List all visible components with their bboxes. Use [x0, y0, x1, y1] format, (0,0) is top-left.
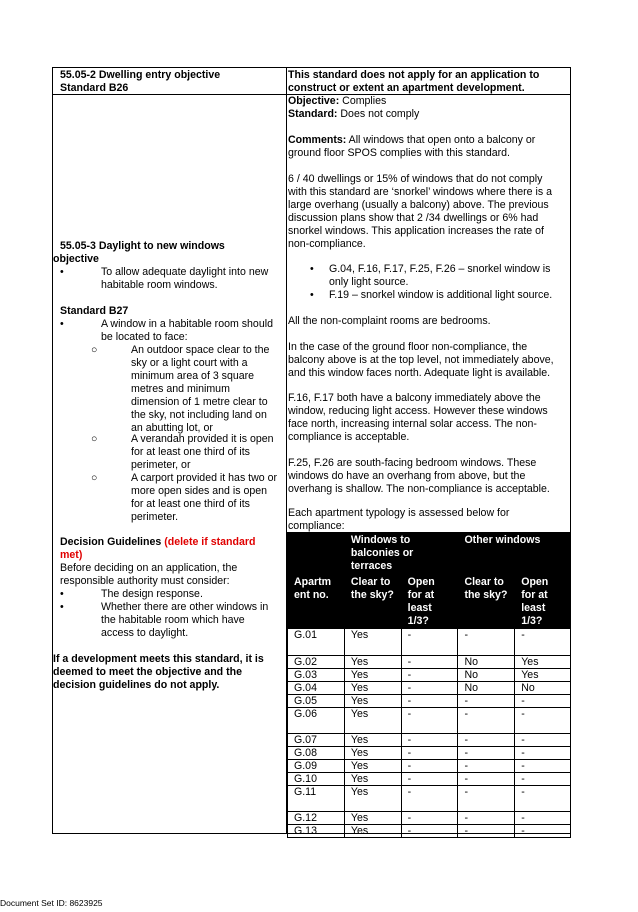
- col-header-clear-sky: Clear to the sky?: [458, 574, 515, 629]
- table-row: [288, 708, 571, 734]
- decision-heading: [60, 536, 255, 588]
- right-bullet-2: F.19 – snorkel window is additional light source.: [329, 289, 553, 301]
- document-set-id: Document Set ID: 8623925: [0, 898, 103, 908]
- bullet-icon: •: [60, 588, 64, 600]
- table-row: [288, 825, 571, 838]
- p2-line: non-compliance.: [288, 237, 366, 250]
- table-cell: -: [458, 773, 515, 786]
- table-cell: G.07: [288, 734, 345, 747]
- table-cell: -: [458, 708, 515, 734]
- table-cell: -: [515, 708, 571, 734]
- decision-red-note: (delete if standard: [164, 536, 256, 548]
- table-cell: G.03: [288, 669, 345, 682]
- circle-bullet-icon: ○: [91, 344, 98, 356]
- paragraph-2: [288, 173, 552, 251]
- table-corner: [288, 533, 345, 575]
- col-header-open-third: Open for at least 1/3?: [515, 574, 571, 629]
- table-cell: -: [458, 812, 515, 825]
- table-cell: G.01: [288, 629, 345, 656]
- table-cell: -: [401, 773, 458, 786]
- p5-line: F.16, F.17 both have a balcony immediately above the: [288, 392, 541, 404]
- table-cell: -: [401, 682, 458, 695]
- dg2-line2: the habitable room which have: [101, 613, 245, 626]
- p7-line: Each apartment typology is assessed below for: [288, 507, 510, 519]
- group-header-other: Other windows: [458, 533, 571, 575]
- objective-label: Objective:: [288, 95, 340, 107]
- comments-line2: ground floor SPOS complies with this standard.: [288, 146, 510, 159]
- table-cell: -: [515, 747, 571, 760]
- table-row: [288, 695, 571, 708]
- p6-line: F.25, F.26 are south-facing bedroom windows. These: [288, 457, 537, 469]
- col-header-open-third: Open for at least 1/3?: [401, 574, 458, 629]
- p6-line: windows do have an overhang from above, but the: [288, 469, 526, 482]
- table-cell: Yes: [344, 825, 401, 838]
- standard-line1: A window in a habitable room should: [101, 318, 273, 330]
- p4-line: balcony above is at the top level, not immediately above,: [288, 353, 554, 366]
- apartment-assessment-table: [287, 532, 571, 838]
- table-cell: -: [401, 747, 458, 760]
- table-cell: -: [401, 786, 458, 812]
- bullet-icon: •: [60, 318, 64, 330]
- table-cell: Yes: [344, 760, 401, 773]
- table-cell: G.05: [288, 695, 345, 708]
- final-line1: If a development meets this standard, it is: [53, 653, 264, 665]
- sub-bullet-3: [131, 472, 277, 524]
- comments-label: Comments:: [288, 134, 347, 146]
- table-cell: Yes: [344, 695, 401, 708]
- sub1-line: an abutting lot, or: [131, 421, 213, 434]
- table-cell: -: [515, 773, 571, 786]
- bullet-icon: •: [60, 266, 64, 278]
- bullet-icon: •: [310, 289, 314, 301]
- circle-bullet-icon: ○: [91, 433, 98, 445]
- sub1-line: the sky, not including land on: [131, 408, 267, 421]
- table-cell: -: [458, 734, 515, 747]
- table-cell: No: [458, 669, 515, 682]
- table-cell: -: [515, 629, 571, 656]
- table-cell: -: [515, 812, 571, 825]
- table-cell: G.04: [288, 682, 345, 695]
- bullet-icon: •: [310, 263, 314, 275]
- comments: [288, 134, 535, 160]
- final-line2: deemed to meet the objective and the: [53, 665, 242, 678]
- daylight-title-2: objective: [53, 253, 99, 265]
- header-right-line1: This standard does not apply for an application to: [288, 69, 540, 81]
- table-row: [288, 682, 571, 695]
- table-body: [288, 629, 571, 838]
- p2-line: large overhang (usually a balcony) above. The previous: [288, 198, 549, 211]
- sub3-line: A carport provided it has two or: [131, 472, 278, 484]
- table-cell: G.12: [288, 812, 345, 825]
- sub1-line: dimension of 1 metre clear to: [131, 395, 268, 408]
- table-cell: G.11: [288, 786, 345, 812]
- p7-line: compliance:: [288, 519, 345, 532]
- assessment-status: [288, 95, 419, 121]
- standard-text: [101, 318, 273, 344]
- table-cell: G.06: [288, 708, 345, 734]
- table-cell: -: [401, 760, 458, 773]
- table-row: [288, 812, 571, 825]
- sub3-line: for at least one third of its: [131, 497, 250, 510]
- header-left: [60, 69, 220, 95]
- table-cell: -: [401, 695, 458, 708]
- table-cell: Yes: [344, 734, 401, 747]
- sub-bullet-1: [131, 344, 269, 434]
- daylight-title: 55.05-3 Daylight to new windows: [60, 240, 225, 252]
- table-cell: -: [401, 629, 458, 656]
- p2-line: 6 / 40 dwellings or 15% of windows that do not comply: [288, 173, 543, 185]
- before-line2: responsible authority must consider:: [60, 574, 230, 587]
- table-cell: -: [401, 812, 458, 825]
- table-cell: -: [458, 747, 515, 760]
- table-cell: -: [515, 734, 571, 747]
- col-header-clear-sky: Clear to the sky?: [344, 574, 401, 629]
- objective-bullet-line1: To allow adequate daylight into new: [101, 266, 269, 278]
- table-cell: Yes: [344, 629, 401, 656]
- final-note: [53, 653, 264, 692]
- p5-line: face north, increasing internal solar access. The non-: [288, 417, 537, 430]
- sub1-line: minimum area of 3 square: [131, 369, 255, 382]
- table-row: [288, 669, 571, 682]
- table-row: [288, 760, 571, 773]
- table-cell: No: [458, 682, 515, 695]
- comments-line1: All windows that open onto a balcony or: [346, 134, 536, 146]
- table-cell: -: [458, 760, 515, 773]
- standard-line2: be located to face:: [101, 330, 188, 343]
- circle-bullet-icon: ○: [91, 472, 98, 484]
- table-cell: Yes: [344, 708, 401, 734]
- table-cell: -: [515, 695, 571, 708]
- dg2-line1: Whether there are other windows in: [101, 601, 269, 613]
- table-cell: -: [458, 629, 515, 656]
- dg2-line3: access to daylight.: [101, 626, 189, 639]
- table-cell: -: [401, 669, 458, 682]
- before-line1: Before deciding on an application, the: [60, 561, 238, 574]
- table-row: [288, 773, 571, 786]
- paragraph-3: All the non-complaint rooms are bedrooms.: [288, 315, 491, 327]
- table-cell: No: [515, 682, 571, 695]
- table-cell: Yes: [515, 669, 571, 682]
- p2-line: with this standard are ‘snorkel’ windows where there is a: [288, 185, 552, 198]
- table-cell: No: [458, 656, 515, 669]
- table-cell: -: [515, 825, 571, 838]
- paragraph-7: [288, 507, 509, 533]
- dg-bullet-2: [101, 601, 268, 640]
- table-cell: -: [401, 656, 458, 669]
- decision-red-note-2: met): [60, 548, 83, 561]
- p5-line: window, reducing light access. However these windows: [288, 404, 548, 417]
- p4-line: and this window faces north. Adequate light is available.: [288, 366, 551, 379]
- objective-bullet: [101, 266, 268, 292]
- table-cell: -: [515, 760, 571, 773]
- standard-label: Standard:: [288, 107, 338, 120]
- bullet-icon: •: [60, 601, 64, 613]
- table-cell: Yes: [344, 669, 401, 682]
- sub2-line: A verandah provided it is open: [131, 433, 274, 445]
- sub-bullet-2: [131, 433, 274, 472]
- objective-value: Complies: [339, 95, 387, 107]
- p2-line: snorkel windows. This application increases the rate of: [288, 224, 544, 237]
- table-cell: -: [458, 695, 515, 708]
- table-cell: -: [401, 734, 458, 747]
- group-header-balconies: Windows to balconies or terraces: [344, 533, 458, 575]
- table-row: [288, 786, 571, 812]
- table-cell: -: [401, 708, 458, 734]
- p2-line: discussion plans show that 2 /34 dwellings or 6% had: [288, 211, 539, 224]
- table-cell: -: [458, 825, 515, 838]
- p4-line: In the case of the ground floor non-compliance, the: [288, 341, 528, 353]
- table-cell: Yes: [515, 656, 571, 669]
- table-cell: G.02: [288, 656, 345, 669]
- table-row: [288, 629, 571, 656]
- header-right: [288, 69, 539, 95]
- table-cell: Yes: [344, 786, 401, 812]
- sub1-line: metres and minimum: [131, 382, 230, 395]
- header-left-line2: Standard B26: [60, 81, 129, 94]
- paragraph-6: [288, 457, 550, 496]
- header-right-line2: construct or extent an apartment development.: [288, 81, 525, 94]
- table-cell: Yes: [344, 773, 401, 786]
- sub3-line: more open sides and is open: [131, 484, 268, 497]
- sub1-line: sky or a light court with a: [131, 356, 248, 369]
- dg-bullet-1: The design response.: [101, 588, 203, 600]
- table-cell: -: [458, 786, 515, 812]
- table-cell: -: [515, 786, 571, 812]
- table-cell: Yes: [344, 747, 401, 760]
- table-cell: Yes: [344, 656, 401, 669]
- header-left-line1: 55.05-2 Dwelling entry objective: [60, 69, 221, 81]
- table-cell: Yes: [344, 682, 401, 695]
- sub2-line: perimeter, or: [131, 458, 191, 471]
- table-row: [288, 747, 571, 760]
- objective-bullet-line2: habitable room windows.: [101, 278, 218, 291]
- standard-title: Standard B27: [60, 305, 129, 317]
- table-cell: -: [401, 825, 458, 838]
- sub1-line: An outdoor space clear to the: [131, 344, 270, 356]
- sub2-line: for at least one third of its: [131, 445, 250, 458]
- rb1-line1: G.04, F.16, F.17, F.25, F.26 – snorkel window is: [329, 263, 551, 275]
- col-header-apartment: Apartm ent no.: [288, 574, 345, 629]
- p5-line: compliance is acceptable.: [288, 430, 410, 443]
- table-row: [288, 734, 571, 747]
- right-bullet-1: [329, 263, 550, 289]
- standard-value: Does not comply: [337, 107, 420, 120]
- table-cell: G.13: [288, 825, 345, 838]
- table-cell: G.09: [288, 760, 345, 773]
- sub3-line: perimeter.: [131, 510, 179, 523]
- p6-line: overhang is shallow. The non-compliance is acceptable.: [288, 482, 550, 495]
- decision-title: Decision Guidelines: [60, 536, 162, 548]
- rb1-line2: only light source.: [329, 275, 409, 288]
- paragraph-5: [288, 392, 548, 444]
- final-line3: decision guidelines do not apply.: [53, 678, 220, 691]
- paragraph-4: [288, 341, 554, 380]
- table-cell: G.08: [288, 747, 345, 760]
- table-cell: G.10: [288, 773, 345, 786]
- table-row: [288, 656, 571, 669]
- table-cell: Yes: [344, 812, 401, 825]
